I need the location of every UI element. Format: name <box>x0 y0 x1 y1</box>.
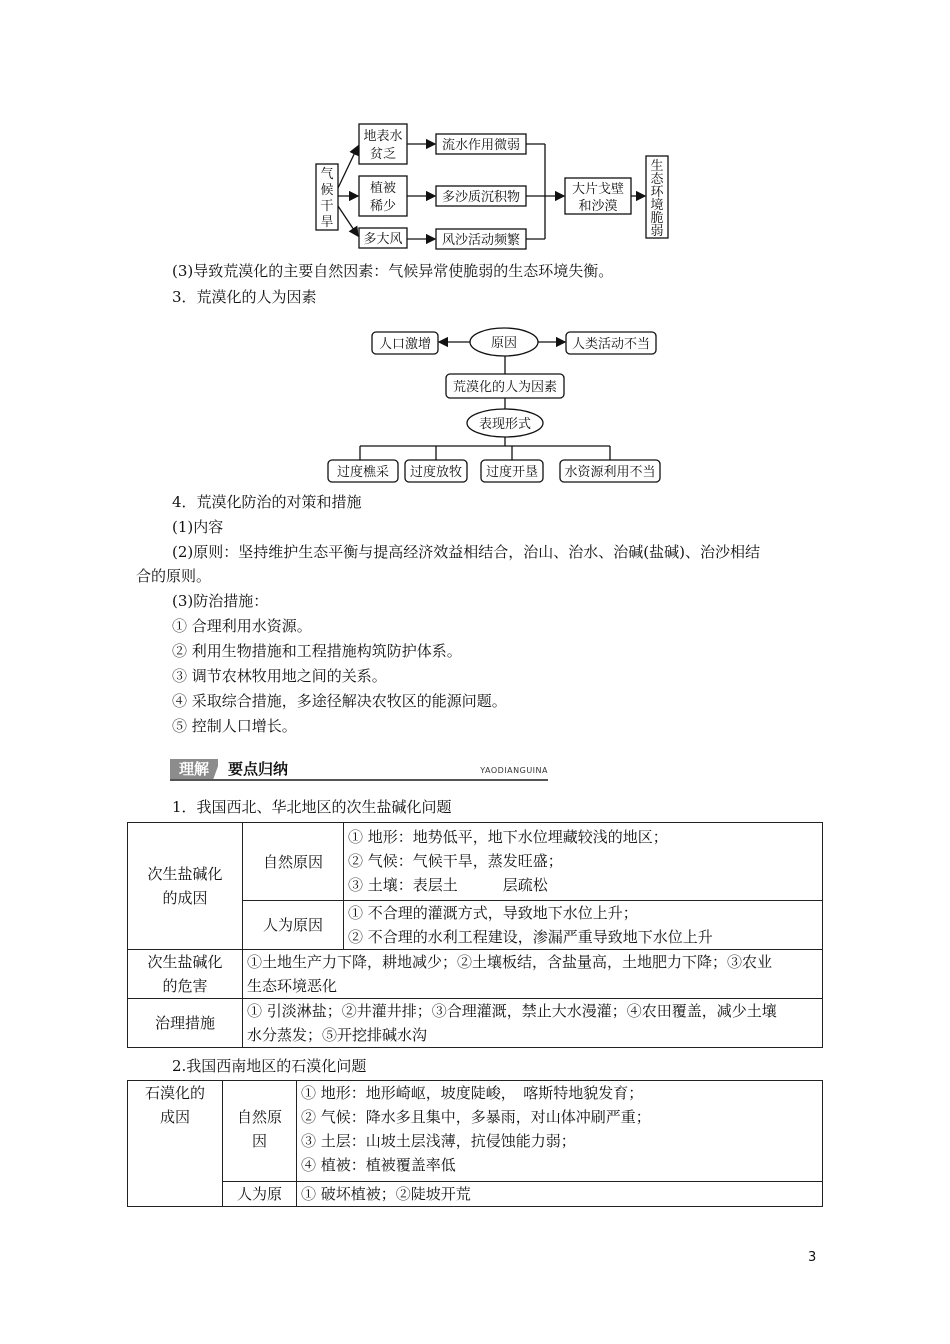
harm-header-l1: 次生盐碱化 <box>147 953 223 971</box>
human-cause-label: 人为原因 <box>243 901 344 950</box>
fix-line1: ① 引淡淋盐；②井灌井排；③合理灌溉，禁止大水漫灌；④农田覆盖，减少土壤 <box>247 1002 777 1020</box>
harm-header <box>128 950 243 999</box>
weak-flow-label: 流水作用微弱 <box>441 138 521 153</box>
drought-ch2: 候 <box>320 183 334 198</box>
page-number: 3 <box>808 1250 817 1265</box>
sediment-label: 多沙质沉积物 <box>441 190 521 205</box>
table-row <box>128 1182 823 1207</box>
measure-5: ⑤ 控制人口增长。 <box>172 717 297 735</box>
section-heading-key-points <box>170 759 548 781</box>
harm-line2: 生态环境恶化 <box>247 977 338 995</box>
rocky-desertification-table <box>127 1080 823 1207</box>
principle-line1: (2)原则：坚持维护生态平衡与提高经济效益相结合，治山、治水、治碱(盐碱)、治沙相结 <box>172 543 760 561</box>
heading-rule <box>170 779 548 781</box>
rocky-n2: ② 气候：降水多且集中，多暴雨，对山体冲刷严重； <box>301 1108 651 1126</box>
surface-water-l1: 地表水 <box>363 129 403 144</box>
table1-caption: 1．我国西北、华北地区的次生盐碱化问题 <box>172 798 452 816</box>
water-misuse-label: 水资源利用不当 <box>564 465 656 480</box>
fragile-ch5: 脆 <box>650 211 664 226</box>
heading-pinyin: YAODIANGUINA <box>480 766 548 775</box>
rocky-cause-header <box>128 1081 223 1207</box>
population-label: 人口激增 <box>378 337 432 352</box>
rocky-n3: ③ 土层：山坡土层浅薄，抗侵蚀能力弱； <box>301 1132 576 1150</box>
harm-content <box>243 950 823 999</box>
vegetation-l1: 植被 <box>369 181 397 196</box>
desertification-natural-factors-diagram <box>300 118 680 250</box>
table-row <box>128 999 823 1048</box>
rocky-natural-l2: 因 <box>251 1132 267 1150</box>
fix-line2: 水分蒸发；⑤开挖排碱水沟 <box>247 1026 428 1044</box>
table-row <box>128 823 823 901</box>
table2-caption: 2.我国西南地区的石漠化问题 <box>172 1057 367 1075</box>
nat-line3: ③ 土壤：表层土 层疏松 <box>348 876 548 894</box>
rocky-natural-label <box>223 1081 297 1182</box>
surface-water-l2: 贫乏 <box>369 147 397 162</box>
rocky-human-label: 人为原 <box>223 1182 297 1207</box>
rocky-header-l1: 石漠化的 <box>144 1084 205 1102</box>
rocky-header-l2: 成因 <box>159 1108 190 1126</box>
fragile-ch4: 境 <box>650 198 664 213</box>
table-row <box>128 950 823 999</box>
drought-ch4: 旱 <box>320 215 334 230</box>
wind-label: 多大风 <box>363 232 403 247</box>
rocky-n1: ① 地形：地形崎岖，坡度陡峻， 喀斯特地貌发育； <box>301 1084 644 1102</box>
rocky-human-content: ① 破坏植被；②陡坡开荒 <box>297 1182 823 1207</box>
cause-label: 原因 <box>490 336 518 351</box>
gobi-label-l1: 大片戈壁 <box>571 182 625 197</box>
heading-human-factors: 3．荒漠化的人为因素 <box>172 288 317 306</box>
improper-activity-label: 人类活动不当 <box>571 337 651 352</box>
fragile-ch2: 态 <box>650 172 664 187</box>
overcutting-label: 过度樵采 <box>336 465 390 480</box>
remedy-header: 治理措施 <box>128 999 243 1048</box>
rocky-natural-l1: 自然原 <box>236 1108 282 1126</box>
fragile-ch1: 生 <box>650 159 664 174</box>
human-cause-content <box>344 901 823 950</box>
principle-line2: 合的原则。 <box>136 567 212 585</box>
harm-line1: ①土地生产力下降，耕地减少；②土壤板结，含盐量高，土地肥力下降；③农业 <box>247 953 773 971</box>
overgrazing-label: 过度放牧 <box>409 465 463 480</box>
nat-line2: ② 气候：气候干旱，蒸发旺盛； <box>348 852 563 870</box>
natural-cause-content <box>344 823 823 901</box>
desertification-human-factors-diagram <box>320 322 665 487</box>
sand-activity-label: 风沙活动频繁 <box>441 233 521 248</box>
gobi-label-l2: 和沙漠 <box>578 199 618 214</box>
manifestation-label: 表现形式 <box>478 417 532 432</box>
table-row <box>128 1081 823 1182</box>
measure-2: ② 利用生物措施和工程措施构筑防护体系。 <box>172 642 462 660</box>
heading-countermeasures: 4．荒漠化防治的对策和措施 <box>172 493 362 511</box>
vegetation-l2: 稀少 <box>369 199 397 214</box>
cause-header-l2: 的成因 <box>162 889 208 907</box>
human-factors-label: 荒漠化的人为因素 <box>452 380 558 395</box>
remedy-content <box>243 999 823 1048</box>
measure-1: ① 合理利用水资源。 <box>172 617 312 635</box>
cause-header-l1: 次生盐碱化 <box>147 865 223 883</box>
measures-title: (3)防治措施： <box>172 592 269 610</box>
cause-header <box>128 823 243 950</box>
harm-header-l2: 的危害 <box>162 977 208 995</box>
fragile-ch3: 环 <box>650 185 664 200</box>
hum-line2: ② 不合理的水利工程建设，渗漏严重导致地下水位上升 <box>348 928 713 946</box>
hum-line1: ① 不合理的灌溉方式，导致地下水位上升； <box>348 904 638 922</box>
measure-3: ③ 调节农林牧用地之间的关系。 <box>172 667 387 685</box>
rocky-n4: ④ 植被：植被覆盖率低 <box>301 1156 456 1174</box>
drought-ch3: 干 <box>320 199 334 214</box>
nat-line1: ① 地形：地势低平，地下水位埋藏较浅的地区； <box>348 828 668 846</box>
content-item: (1)内容 <box>172 518 224 536</box>
fragile-ch6: 弱 <box>650 224 664 239</box>
paragraph-natural-factor: (3)导致荒漠化的主要自然因素：气候异常使脆弱的生态环境失衡。 <box>172 262 614 280</box>
measure-4: ④ 采取综合措施，多途径解决农牧区的能源问题。 <box>172 692 507 710</box>
secondary-salinization-table <box>127 822 823 1048</box>
overcultivation-label: 过度开垦 <box>485 465 539 480</box>
heading-tag: 理解 <box>170 759 218 779</box>
drought-ch1: 气 <box>320 167 334 182</box>
heading-title: 要点归纳 <box>228 760 289 778</box>
natural-cause-label: 自然原因 <box>243 823 344 901</box>
rocky-natural-content <box>297 1081 823 1182</box>
